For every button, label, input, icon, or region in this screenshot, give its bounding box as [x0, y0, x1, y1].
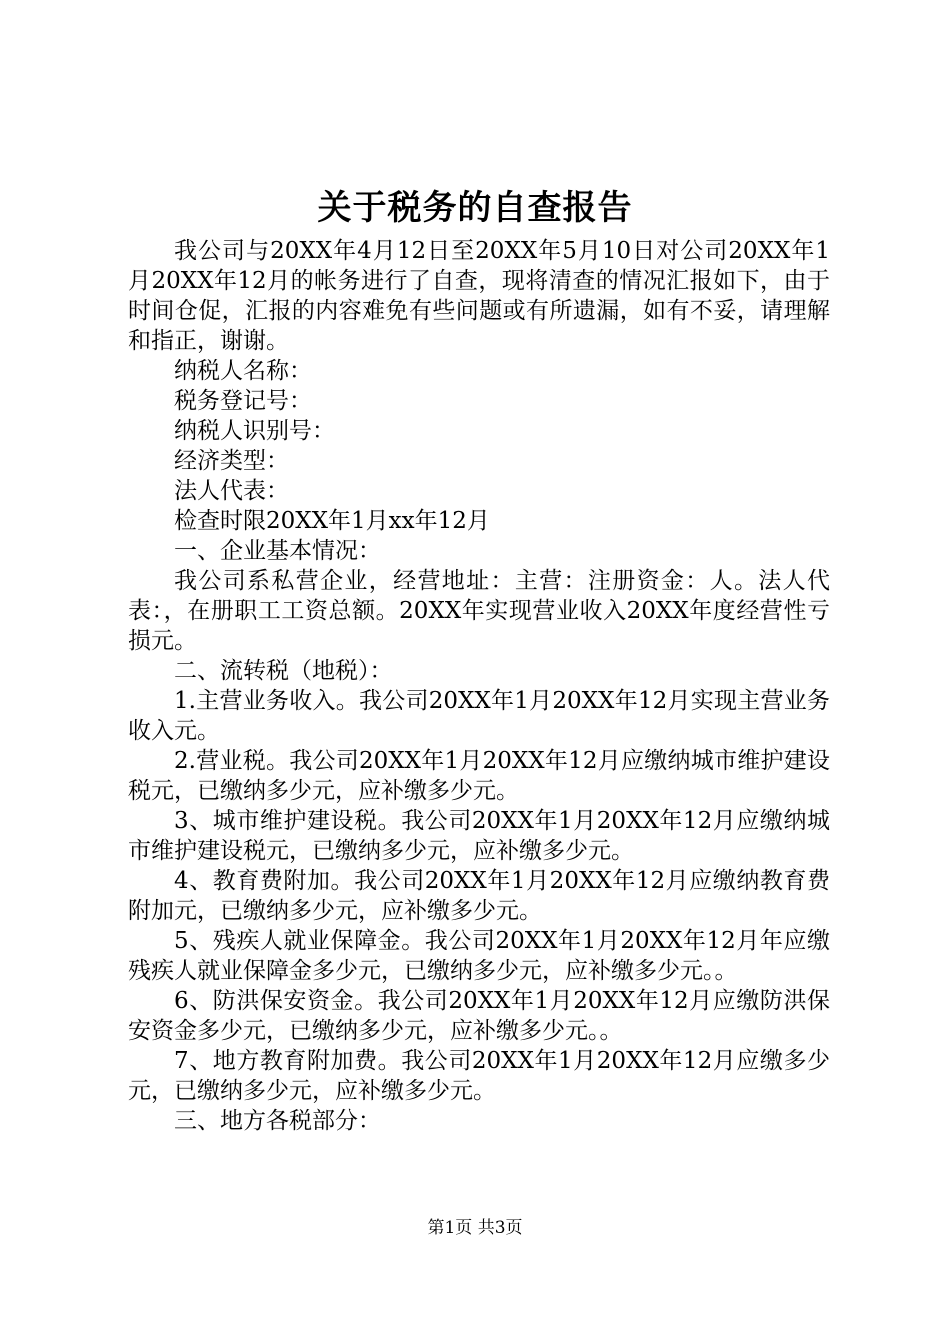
paragraph: 法人代表： [174, 478, 289, 504]
section-heading: 一、企业基本情况： [174, 538, 381, 564]
paragraph: 1.主营业务收入。我公司20XX年1月20XX年12月实现主营业务收入元。 [128, 688, 830, 744]
paragraph: 4、教育费附加。我公司20XX年1月20XX年12月应缴纳教育费附加元，已缴纳多少元，应补缴多少元。 [128, 868, 830, 924]
paragraph: 检查时限20XX年1月xx年12月 [174, 508, 490, 534]
section-heading: 二、流转税（地税）： [174, 658, 393, 684]
page-title: 关于税务的自查报告 [317, 188, 633, 228]
paragraph: 2.营业税。我公司20XX年1月20XX年12月应缴纳城市维护建设税元，已缴纳多少元，应补缴多少元。 [128, 748, 830, 804]
paragraph: 纳税人识别号： [174, 418, 335, 444]
paragraph: 7、地方教育附加费。我公司20XX年1月20XX年12月应缴多少元，已缴纳多少元，应补缴多少元。 [128, 1048, 830, 1104]
paragraph: 6、防洪保安资金。我公司20XX年1月20XX年12月应缴防洪保安资金多少元，已缴纳多少元，应补缴多少元。。 [128, 988, 830, 1044]
page-footer: 第1页 共3页 [427, 1218, 523, 1238]
paragraph: 3、城市维护建设税。我公司20XX年1月20XX年12月应缴纳城市维护建设税元，已缴纳多少元，应补缴多少元。 [128, 808, 830, 864]
paragraph: 纳税人名称： [174, 358, 312, 384]
section-heading: 三、地方各税部分： [174, 1108, 381, 1134]
document-body [128, 236, 830, 1136]
paragraph: 我公司与20XX年4月12日至20XX年5月10日对公司20XX年1月20XX年12月的帐务进行了自查，现将清查的情况汇报如下，由于时间仓促，汇报的内容难免有些问题或有所遗漏，如有不妥，请理解和指正，谢谢。 [128, 238, 830, 354]
paragraph: 5、残疾人就业保障金。我公司20XX年1月20XX年12月年应缴残疾人就业保障金多少元，已缴纳多少元，应补缴多少元。。 [128, 928, 830, 984]
paragraph: 我公司系私营企业，经营地址：主营：注册资金：人。法人代表：，在册职工工资总额。20XX年实现营业收入20XX年度经营性亏损元。 [128, 568, 830, 654]
paragraph: 经济类型： [174, 448, 289, 474]
paragraph: 税务登记号： [174, 388, 312, 414]
